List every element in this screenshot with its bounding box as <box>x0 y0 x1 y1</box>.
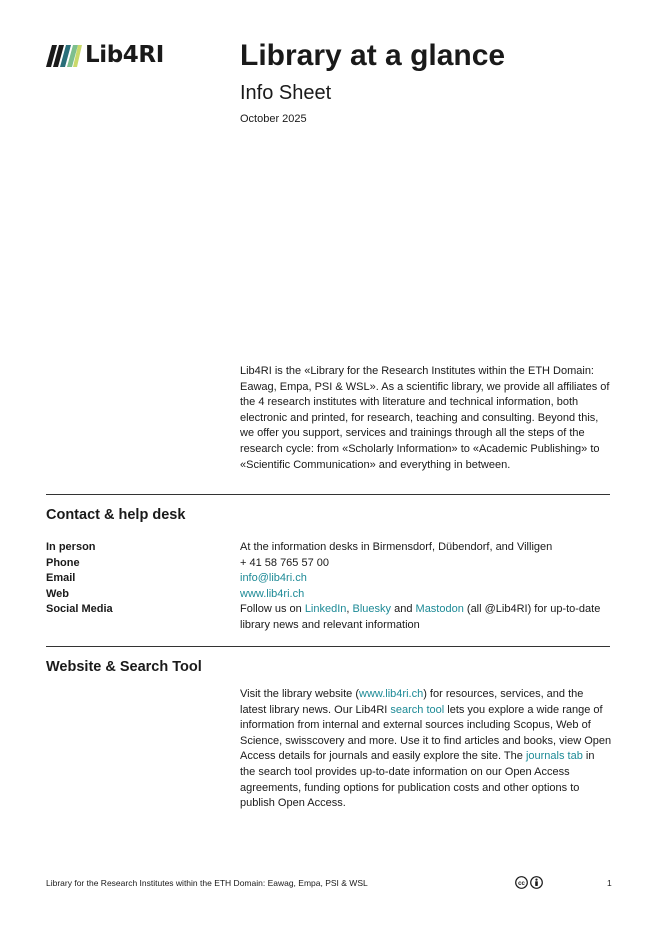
search-tool-link[interactable]: search tool <box>390 703 445 716</box>
mastodon-link[interactable]: Mastodon <box>415 603 464 615</box>
page-number: 1 <box>607 878 612 888</box>
journals-tab-link[interactable]: journals tab <box>525 750 583 763</box>
svg-text:cc: cc <box>518 880 525 887</box>
website-link[interactable]: www.lib4ri.ch <box>359 688 424 700</box>
page-subtitle: Info Sheet <box>240 82 332 104</box>
bluesky-link[interactable]: Bluesky <box>352 603 392 615</box>
web-label: Web <box>46 588 70 600</box>
web-link[interactable]: www.lib4ri.ch <box>240 588 305 600</box>
website-paragraph <box>240 687 612 812</box>
website-heading: Website & Search Tool <box>46 659 202 675</box>
phone-value: + 41 58 765 57 00 <box>240 557 329 569</box>
page-title: Library at a glance <box>240 39 506 72</box>
social-text: Follow us on <box>240 603 305 615</box>
publication-date: October 2025 <box>240 113 307 125</box>
cc-icon <box>515 876 528 889</box>
section-divider <box>46 494 610 495</box>
intro-paragraph: Lib4RI is the «Library for the Research Institutes within the ETH Domain: Eawag, Empa, PSI & WSL». As a scientific library, we provide all affiliates of the 4 research institutes with literature and technical information, both electronic and printed, for research, teaching and consulting. Beyond this, we offer you support, services and trainings through all the steps of the research cycle: from «Scholarly Information» to «Academic Publishing» to «Scientific Communication» and everything in between. <box>240 365 610 471</box>
footer-text: Library for the Research Institutes within the ETH Domain: Eawag, Empa, PSI & WSL <box>46 878 368 888</box>
email-label: Email <box>46 572 76 584</box>
linkedin-link[interactable]: LinkedIn <box>304 603 347 615</box>
in-person-label: In person <box>46 541 96 553</box>
lib4ri-logo-icon <box>46 45 82 67</box>
section-divider <box>46 646 610 647</box>
website-text: ) for resources, services, and the latest library news. Our Lib4RI <box>240 688 584 716</box>
website-text: lets you explore a wide range of information from internal and external sources including Scopus, Web of Science, swisscovery and more. Use it to find articles and books, view Open Access details for journals and easily explore the site. The <box>240 703 612 763</box>
social-text: , <box>346 603 353 615</box>
social-media-value <box>240 602 616 633</box>
website-text: in the search tool provides up-to-date information on our Open Access agreements, funding options for publication costs and other options to publish Open Access. <box>240 750 595 810</box>
contact-heading: Contact & help desk <box>46 507 186 523</box>
social-text: (all @Lib4RI) for up-to-date library news and relevant information <box>240 603 601 631</box>
social-text: and <box>391 603 416 615</box>
social-media-label: Social Media <box>46 603 113 615</box>
by-icon <box>530 876 543 889</box>
lib4ri-logo <box>46 44 164 67</box>
license-icons <box>515 876 543 889</box>
phone-label: Phone <box>46 557 80 569</box>
email-link[interactable]: info@lib4ri.ch <box>240 572 307 584</box>
website-text: Visit the library website ( <box>240 688 360 700</box>
logo-text: Lib4RI <box>85 42 164 68</box>
in-person-value: At the information desks in Birmensdorf, Dübendorf, and Villigen <box>240 541 553 553</box>
